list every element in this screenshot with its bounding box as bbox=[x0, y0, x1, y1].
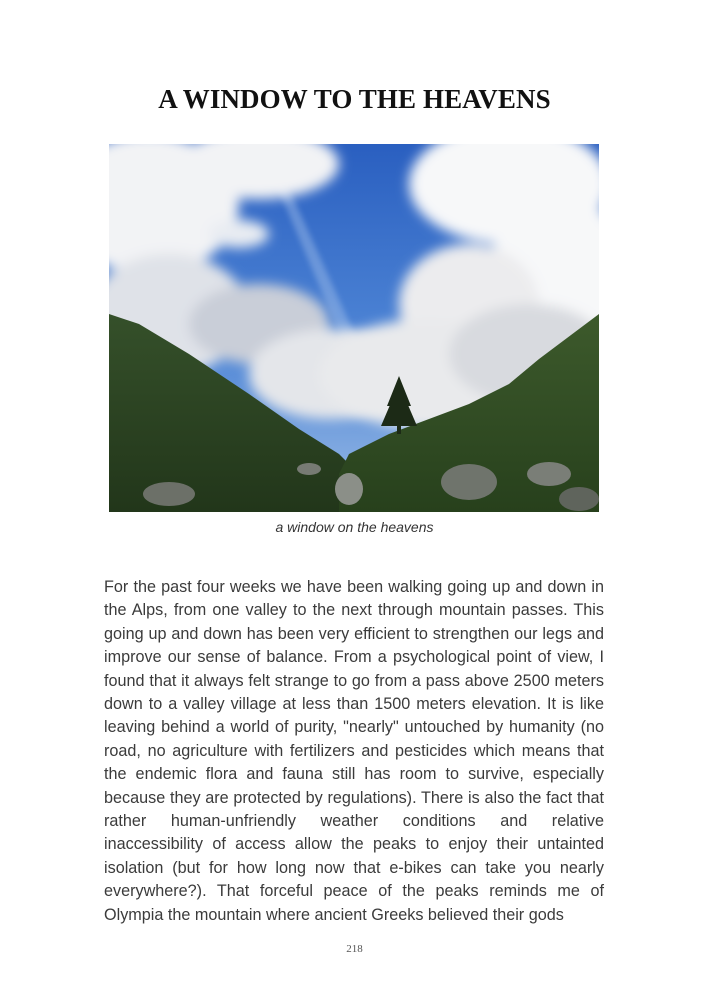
body-paragraph: For the past four weeks we have been walking going up and down in the Alps, from one valley to the next through mountain passes. This going up and down has been very efficient to strengthen our legs and improve our sense of balance. From a psychological point of view, I found that it always felt strange to go from a pass above 2500 meters down to a valley village at less than 1500 meters elevation. It is like leaving behind a world of purity, "nearly" untouched by humanity (no road, no agriculture with fertilizers and pesticides which means that the endemic flora and fauna still has room to survive, especially because they are protected by regulations). There is also the fact that rather human-unfriendly weather conditions and relative inaccessibility of access allow the peaks to enjoy their untainted isolation (but for how long now that e-bikes can take you nearly everywhere?). That forceful peace of the peaks reminds me of Olympia the mountain where ancient Greeks believed their gods bbox=[104, 578, 604, 924]
page-title: A WINDOW TO THE HEAVENS bbox=[158, 84, 551, 114]
mountain-sky-photo bbox=[109, 144, 599, 512]
image-caption: a window on the heavens bbox=[275, 519, 434, 535]
page-number: 218 bbox=[346, 943, 363, 955]
